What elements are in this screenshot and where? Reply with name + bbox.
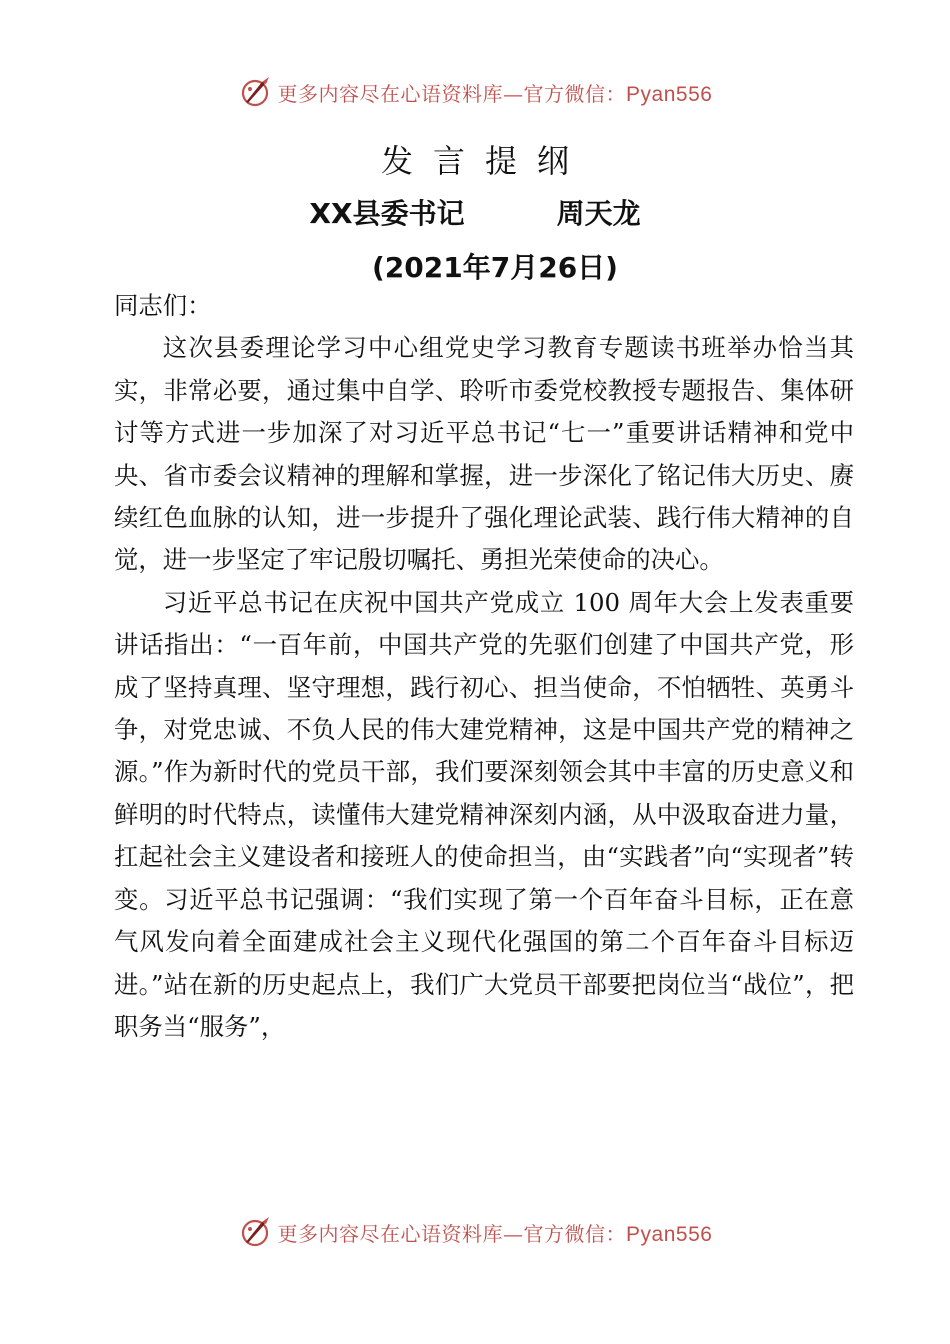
footer-watermark [0, 1212, 950, 1252]
watermark-text: 更多内容尽在心语资料库—官方微信：Pyan556 [277, 1221, 713, 1246]
wechat-id: Pyan556 [626, 1222, 713, 1246]
speaker-name: 周天龙 [556, 197, 641, 230]
wechat-id: Pyan556 [626, 82, 713, 106]
quill-pen-logo-icon [238, 1215, 272, 1249]
document-body [114, 285, 854, 1048]
watermark-text: 更多内容尽在心语资料库—官方微信：Pyan556 [277, 81, 713, 106]
speaker-line [0, 192, 950, 232]
speaker-role: XX县委书记 [309, 197, 465, 230]
document-title: 发言提纲 [380, 142, 589, 180]
speech-date: (2021年7月26日) [372, 251, 618, 284]
greeting: 同志们： [114, 291, 212, 320]
paragraph: 习近平总书记在庆祝中国共产党成立 100 周年大会上发表重要讲话指出：“一百年前，中国共产党的先驱们创建了中国共产党，形成了坚持真理、坚守理想，践行初心、担当使命，不怕牺牲、英勇斗争，对党忠诚、不负人民的伟大建党精神，这是中国共产党的精神之源。”作为新时代的党员干部，我们要深刻领会其中丰富的历史意义和鲜明的时代特点，读懂伟大建党精神深刻内涵，从中汲取奋进力量，扛起社会主义建设者和接班人的使命担当，由“实践者”向“实现者”转变。习近平总书记强调：“我们实现了第一个百年奋斗目标，正在意气风发向着全面建成社会主义现代化强国的第二个百年奋斗目标迈进。”站在新的历史起点上，我们广大党员干部要把岗位当“战位”，把职务当“服务”， [114, 587, 854, 1041]
header-watermark [0, 72, 950, 112]
quill-pen-logo-icon [238, 75, 272, 109]
paragraph: 这次县委理论学习中心组党史学习教育专题读书班举办恰当其实，非常必要，通过集中自学、聆听市委党校教授专题报告、集体研讨等方式进一步加深了对习近平总书记“七一”重要讲话精神和党中央、省市委会议精神的理解和掌握，进一步深化了铭记伟大历史、赓续红色血脉的认知，进一步提升了强化理论武装、践行伟大精神的自觉，进一步坚定了牢记殷切嘱托、勇担光荣使命的决心。 [114, 333, 854, 575]
